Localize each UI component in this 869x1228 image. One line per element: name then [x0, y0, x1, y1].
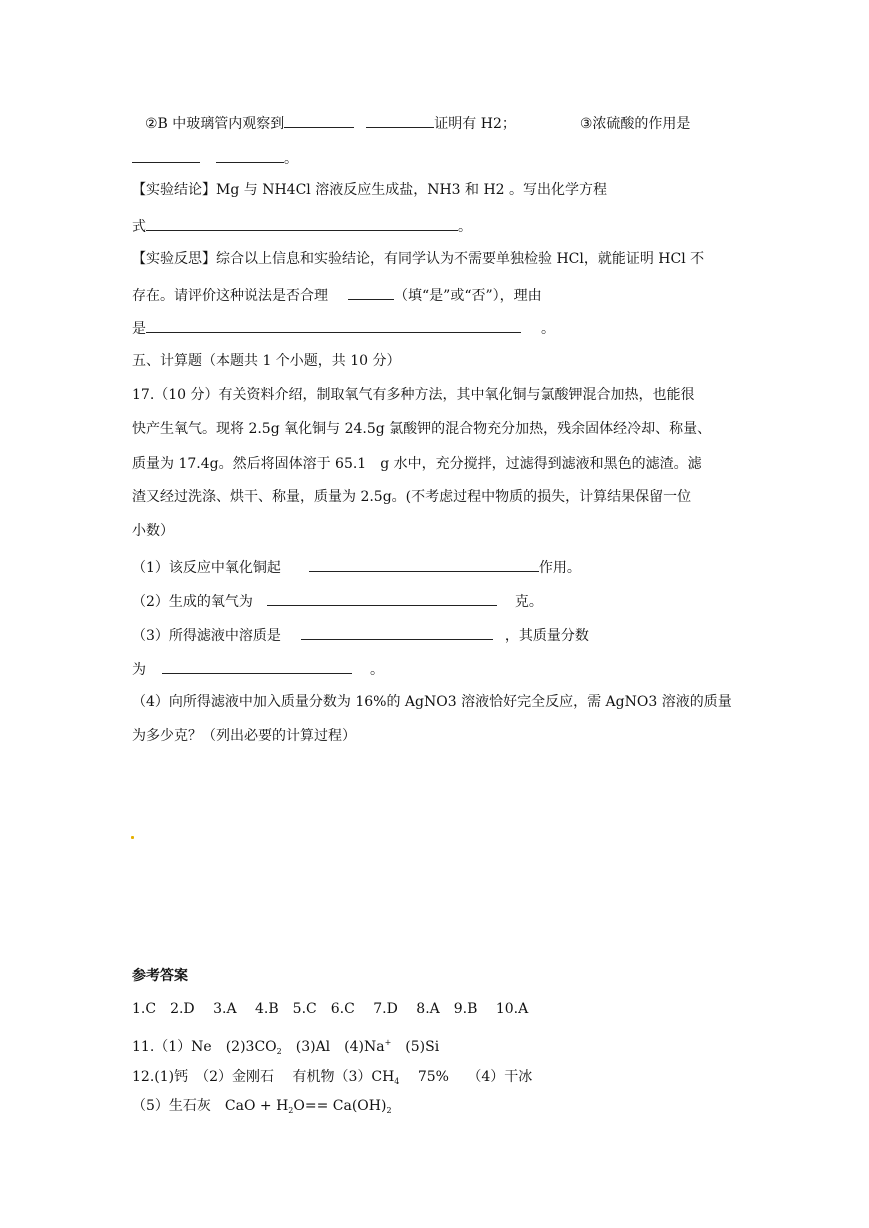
- answer-blank[interactable]: [301, 625, 493, 640]
- answer-blank[interactable]: [267, 591, 497, 606]
- reason-lead: 是: [132, 321, 146, 337]
- equation-end: 。: [458, 219, 472, 235]
- reason-line: [132, 318, 555, 338]
- stray-mark: [131, 836, 134, 839]
- reason-end: 。: [541, 321, 555, 337]
- answer-blank[interactable]: [162, 659, 352, 674]
- answer-12: 12.(1)钙 （2）金刚石 有机物$(3)CH_4$ 75% （4）干冰: [132, 1069, 533, 1086]
- observation-prefix: ②B 中玻璃管内观察到: [145, 116, 285, 132]
- answers-mc: 1.C 2.D 3.A 4.B 5.C 6.C 7.D 8.A 9.B 10.A: [132, 1001, 529, 1017]
- yes-no-blank[interactable]: [348, 285, 394, 300]
- answer-blank[interactable]: [366, 113, 434, 128]
- equation-blank[interactable]: [146, 216, 458, 231]
- answer-blank[interactable]: [309, 557, 539, 572]
- q17-part-4: （4）向所得滤液中加入质量分数为 16%的 AgNO3 溶液恰好完全反应，需 AgNO3 溶液的质量: [132, 694, 732, 710]
- reason-blank[interactable]: [146, 318, 521, 333]
- answer-12-5: （5）生石灰 CaO + $H_2O== Ca(OH)_2$: [132, 1098, 392, 1115]
- reflection-question: 存在。请评价这种说法是否合理: [132, 288, 328, 304]
- acid-role-prefix: ③浓硫酸的作用是: [579, 116, 691, 132]
- q17-line: 小数）: [132, 523, 174, 539]
- q17-line: 质量为 17.4g。然后将固体溶于 65.1 g 水中，充分搅拌，过滤得到滤液和黑色的滤渣。滤: [132, 456, 702, 472]
- equation-line: [132, 216, 472, 236]
- q17-line: 渣又经过洗涤、烘干、称量，质量为 2.5g。(不考虑过程中物质的损失，计算结果保留一位: [132, 489, 692, 505]
- answer-blank[interactable]: [284, 113, 354, 128]
- q17-part-2: （2）生成的氧气为 克。: [132, 591, 543, 611]
- q16-observation-line: [145, 113, 690, 133]
- q17-part-4-cont: 为多少克？（列出必要的计算过程）: [132, 728, 356, 744]
- answer-blank[interactable]: [216, 148, 284, 163]
- q16-acid-line: [132, 148, 298, 168]
- reflection-text: 【实验反思】综合以上信息和实验结论，有同学认为不需要单独检验 HCl，就能证明 HCl 不: [132, 251, 705, 267]
- q17-line: 17.（10 分）有关资料介绍，制取氧气有多种方法，其中氧化铜与氯酸钾混合加热，也能很: [132, 387, 695, 403]
- answer-11: 11.（1）Ne $(2)3CO_2$ (3)Al (4)Na+ (5)Si: [132, 1038, 440, 1056]
- conclusion-text: 【实验结论】Mg 与 NH4Cl 溶液反应生成盐，NH3 和 H2 。写出化学方程: [132, 182, 608, 198]
- q17-line: 快产生氧气。现将 2.5g 氧化铜与 24.5g 氯酸钾的混合物充分加热，残余固体经冷却、称量、: [132, 421, 712, 437]
- observation-suffix: 证明有 H2；: [434, 116, 516, 132]
- q17-part-3-cont: 为 。: [132, 659, 384, 679]
- answer-blank[interactable]: [132, 148, 200, 163]
- acid-line-end: 。: [284, 151, 298, 167]
- equation-lead: 式: [132, 219, 146, 235]
- reflection-line-2: [132, 285, 542, 305]
- answers-title: 参考答案: [132, 968, 188, 984]
- reflection-line-1: [132, 250, 704, 268]
- section-title: 五、计算题（本题共 1 个小题，共 10 分）: [132, 353, 401, 369]
- q17-part-3: （3）所得滤液中溶质是 ，其质量分数: [132, 625, 589, 645]
- reflection-hint: （填“是”或“否”），理由: [394, 288, 542, 304]
- q17-part-1: （1）该反应中氧化铜起 作用。: [132, 557, 581, 577]
- conclusion-line: [132, 181, 607, 199]
